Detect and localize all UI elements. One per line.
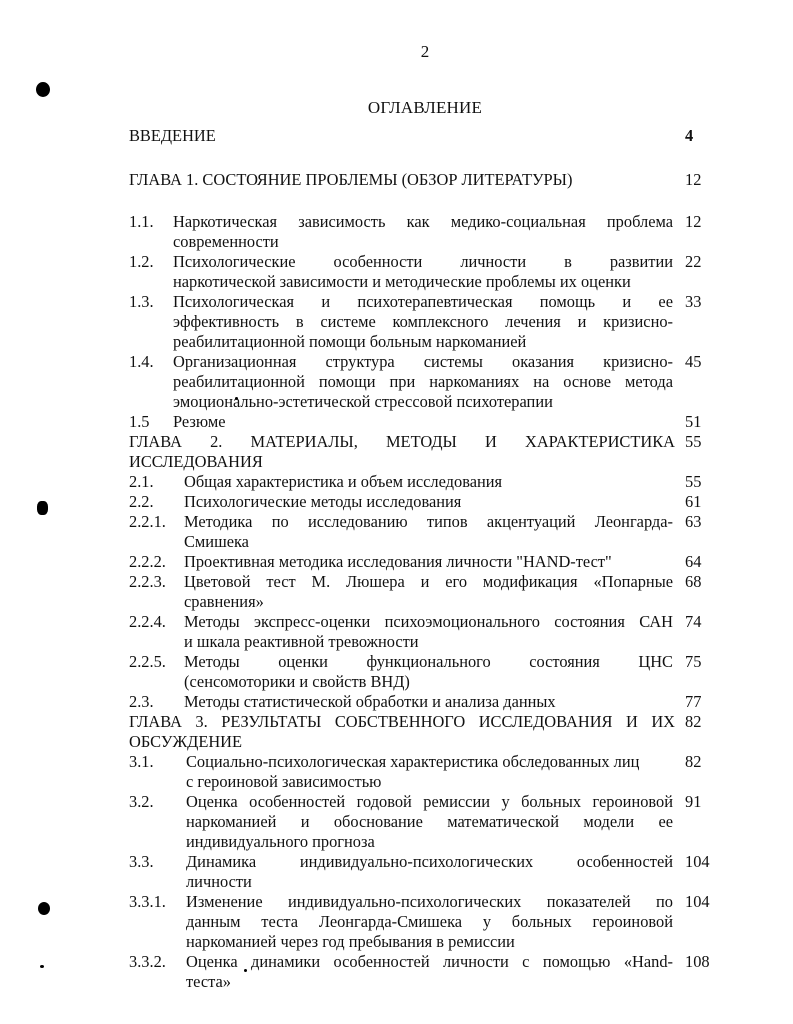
toc-entry-page: 104 [685, 852, 710, 871]
toc-entry-page: 91 [685, 792, 702, 811]
toc-entry-chapter-2[interactable] [129, 432, 719, 472]
toc-entry-chapter-1[interactable] [129, 170, 719, 190]
toc-entry-section-3-3[interactable] [129, 852, 719, 892]
section-number: 1.2. [129, 252, 154, 271]
toc-entry-section-2-1[interactable] [129, 472, 719, 492]
toc-entry-page: 45 [685, 352, 702, 371]
scan-speck [40, 965, 44, 968]
toc-entry-page: 63 [685, 512, 702, 531]
toc-entry-page: 108 [685, 952, 710, 971]
section-number: 2.2. [129, 492, 154, 511]
section-number: 3.3. [129, 852, 154, 871]
toc-entry-section-3-1[interactable] [129, 752, 719, 792]
toc-entry-section-2-2-5[interactable] [129, 652, 719, 692]
toc-entry-label: Методы экспресс-оценки психоэмоционального состояния САН и шкала реактивной тревожности [184, 612, 673, 651]
toc-entry-label: Наркотическая зависимость как медико-социальная проблема современности [173, 212, 673, 251]
section-number: 2.1. [129, 472, 154, 491]
toc-entry-label: Проективная методика исследования личности "HAND-тест" [184, 552, 612, 571]
toc-entry-label: ГЛАВА 1. СОСТОЯНИЕ ПРОБЛЕМЫ (ОБЗОР ЛИТЕРАТУРЫ) [129, 170, 573, 189]
toc-entry-label: Психологические особенности личности в развитии наркотической зависимости и методические проблемы их оценки [173, 252, 673, 291]
toc-entry-label: Социально-психологическая характеристика обследованных лиц с героиновой зависимостью [186, 752, 640, 791]
section-number: 2.2.4. [129, 612, 166, 631]
toc-entry-section-2-2[interactable] [129, 492, 719, 512]
toc-entry-label: ВВЕДЕНИЕ [129, 126, 216, 145]
toc-entry-section-3-3-1[interactable] [129, 892, 719, 952]
scan-speck [38, 902, 50, 915]
toc-entry-label: Оценка особенностей годовой ремиссии у больных героиновой наркоманией и обоснование математической модели ее индивидуального прогноза [186, 792, 673, 851]
toc-entry-page: 55 [685, 432, 702, 451]
toc-entry-label: Методика по исследованию типов акцентуаций Леонгарда- Смишека [184, 512, 673, 551]
toc-title: ОГЛАВЛЕНИЕ [367, 98, 483, 117]
section-number: 2.3. [129, 692, 154, 711]
toc-entry-page: 55 [685, 472, 702, 491]
toc-entry-label: Методы статистической обработки и анализа данных [184, 692, 556, 711]
toc-entry-page: 61 [685, 492, 702, 511]
toc-entry-label: ГЛАВА 2. МАТЕРИАЛЫ, МЕТОДЫ И ХАРАКТЕРИСТИКА ИССЛЕДОВАНИЯ [129, 432, 675, 471]
toc-entry-section-2-2-1[interactable] [129, 512, 719, 552]
toc-entry-label: Психологическая и психотерапевтическая помощь и ее эффективность в системе комплексного лечения и кризисно- реабилитационной помощи больным наркоманией [173, 292, 673, 351]
toc-entry-page: 12 [685, 212, 702, 231]
toc-entry-page: 82 [685, 752, 702, 771]
toc-entry-label: Цветовой тест М. Люшера и его модификация «Попарные сравнения» [184, 572, 673, 611]
toc-entry-section-1-4[interactable] [129, 352, 719, 412]
toc-entry-section-2-2-4[interactable] [129, 612, 719, 652]
toc-entry-page: 104 [685, 892, 710, 911]
toc-entry-page: 82 [685, 712, 702, 731]
toc-entry-section-2-2-2[interactable] [129, 552, 719, 572]
toc-entry-label: Изменение индивидуально-психологических показателей по данным теста Леонгарда-Смишека у больных героиновой наркоманией через год пребывания в ремиссии [186, 892, 673, 951]
toc-entry-label: Динамика индивидуально-психологических особенностей личности [186, 852, 673, 891]
toc-entry-section-3-2[interactable] [129, 792, 719, 852]
toc-entry-introduction[interactable] [129, 126, 719, 146]
toc-entry-section-2-3[interactable] [129, 692, 719, 712]
table-of-contents [129, 126, 719, 992]
toc-entry-page: 12 [685, 170, 702, 189]
section-number: 2.2.1. [129, 512, 166, 531]
toc-entry-page: 75 [685, 652, 702, 671]
section-number: 2.2.5. [129, 652, 166, 671]
toc-entry-section-3-3-2[interactable] [129, 952, 719, 992]
toc-entry-section-1-5[interactable] [129, 412, 719, 432]
section-number: 1.1. [129, 212, 154, 231]
section-number: 3.1. [129, 752, 154, 771]
section-number: 1.3. [129, 292, 154, 311]
page-number: 2 [420, 42, 430, 61]
scan-speck [36, 82, 50, 97]
section-number: 3.2. [129, 792, 154, 811]
toc-entry-label: Методы оценки функционального состояния ЦНС (сенсомоторики и свойств ВНД) [184, 652, 673, 691]
toc-entry-page: 22 [685, 252, 702, 271]
toc-entry-label: Резюме [173, 412, 226, 431]
toc-entry-page: 51 [685, 412, 702, 431]
toc-entry-section-2-2-3[interactable] [129, 572, 719, 612]
toc-entry-section-1-2[interactable] [129, 252, 719, 292]
section-number: 3.3.1. [129, 892, 166, 911]
section-number: 1.5 [129, 412, 150, 431]
toc-entry-page: 74 [685, 612, 702, 631]
section-number: 3.3.2. [129, 952, 166, 971]
toc-entry-label: Оценка динамики особенностей личности с помощью «Hand- теста» [186, 952, 673, 991]
toc-entry-page: 77 [685, 692, 702, 711]
toc-entry-section-1-1[interactable] [129, 212, 719, 252]
toc-entry-page: 4 [685, 126, 694, 145]
toc-entry-page: 64 [685, 552, 702, 571]
toc-entry-label: Общая характеристика и объем исследования [184, 472, 503, 491]
toc-entry-section-1-3[interactable] [129, 292, 719, 352]
toc-entry-page: 33 [685, 292, 702, 311]
section-number: 2.2.2. [129, 552, 166, 571]
toc-entry-label: Психологические методы исследования [184, 492, 462, 511]
scan-speck [37, 501, 48, 515]
toc-entry-page: 68 [685, 572, 702, 591]
section-number: 2.2.3. [129, 572, 166, 591]
toc-entry-label: Организационная структура системы оказания кризисно- реабилитационной помощи при наркоманиях на основе метода эмоционально-эстетической стрессовой психотерапии [173, 352, 673, 411]
toc-entry-chapter-3[interactable] [129, 712, 719, 752]
toc-entry-label: ГЛАВА 3. РЕЗУЛЬТАТЫ СОБСТВЕННОГО ИССЛЕДОВАНИЯ И ИХ ОБСУЖДЕНИЕ [129, 712, 675, 751]
section-number: 1.4. [129, 352, 154, 371]
